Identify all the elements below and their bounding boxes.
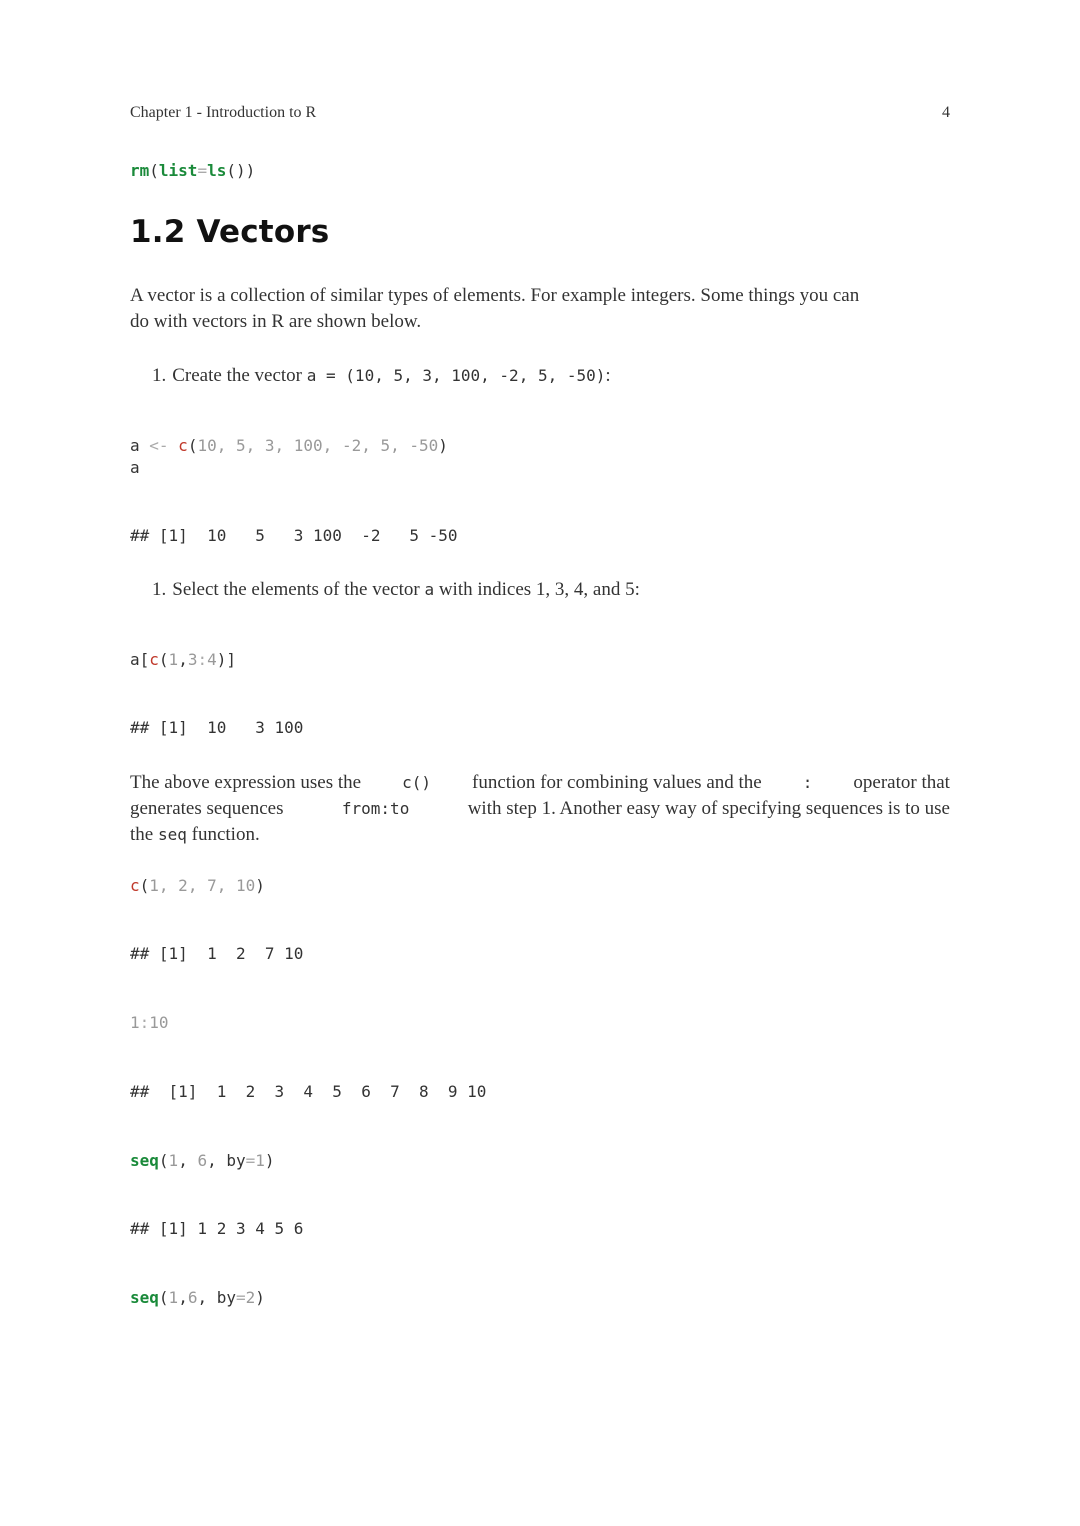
code-paren-close: ()): [226, 161, 256, 180]
output-c-values: ## [1] 1 2 7 10: [130, 944, 304, 963]
code-paren-close: ): [438, 436, 448, 455]
code-fn-ls: ls: [207, 161, 227, 180]
output-range: ## [1] 1 2 3 4 5 6 7 8 9 10: [130, 1082, 487, 1101]
text: generates sequences: [130, 798, 284, 819]
inline-code-from-to: from:to: [341, 799, 410, 818]
list-text: Create the vector: [172, 365, 303, 386]
inline-code-a: a: [424, 580, 435, 599]
inline-code-seq: seq: [157, 825, 187, 844]
code-range: [130, 1012, 169, 1034]
text: with step 1. Another easy way of specifying sequences is to use: [467, 798, 950, 819]
code-paren: (: [158, 650, 169, 669]
code-paren: (: [187, 436, 198, 455]
code-literal: 1: [168, 1151, 179, 1170]
code-line: a: [130, 458, 140, 477]
running-header: [130, 104, 950, 122]
output-vector-a: ## [1] 10 5 3 100 -2 5 -50: [130, 526, 458, 545]
list-number: 1.: [152, 579, 167, 600]
code-literal: 4: [207, 650, 217, 669]
code-literal: 1: [255, 1151, 265, 1170]
explain-line-1: [130, 770, 950, 796]
code-subset: [130, 649, 236, 671]
code-literal: 1: [130, 1013, 140, 1032]
list-suffix: :: [605, 365, 611, 386]
inline-code-c: c(): [402, 773, 432, 792]
intro-paragraph: [130, 283, 950, 335]
text: The above expression uses the: [130, 772, 362, 793]
code-paren: (: [158, 1151, 169, 1170]
code-fn-seq: seq: [130, 1151, 159, 1170]
code-seq-by-1: [130, 1150, 275, 1172]
section-heading: 1.2 Vectors: [130, 214, 330, 250]
text: function.: [191, 824, 260, 845]
text: function for combining values and the: [472, 772, 762, 793]
intro-line-2: do with vectors in R are shown below.: [130, 311, 422, 332]
inline-code-vector: a = (10, 5, 3, 100, -2, 5, -50): [306, 366, 606, 385]
code-paren: (: [158, 1288, 169, 1307]
explain-line-3: [130, 822, 950, 848]
code-fn-c: c: [178, 436, 188, 455]
code-colon: :: [139, 1013, 150, 1032]
code-comma: ,: [178, 650, 188, 669]
code-seq-by-2: [130, 1287, 265, 1309]
list-number: 1.: [152, 365, 167, 386]
code-literal: 6: [197, 1151, 208, 1170]
code-comma: ,: [197, 1288, 217, 1307]
code-param-by: by: [216, 1288, 236, 1307]
code-equals: =: [245, 1151, 256, 1170]
code-paren-close: ): [264, 1151, 275, 1170]
code-c-values: [130, 875, 265, 897]
code-comma: ,: [178, 1288, 188, 1307]
code-rm-list: [130, 160, 255, 182]
code-literal: 10: [149, 1013, 169, 1032]
output-seq-by-1: ## [1] 1 2 3 4 5 6: [130, 1219, 304, 1238]
code-equals: =: [236, 1288, 246, 1307]
page-number: 4: [942, 104, 950, 121]
running-title: Chapter 1 - Introduction to R: [130, 104, 317, 121]
list-text: with indices 1, 3, 4, and 5:: [438, 579, 640, 600]
code-var-bracket: a[: [130, 650, 150, 669]
code-paren: (: [139, 876, 150, 895]
code-colon: :: [197, 650, 208, 669]
code-var-a: a: [130, 436, 140, 455]
intro-line-1: A vector is a collection of similar types of elements. For example integers. Some things you can: [130, 285, 860, 306]
text: operator that: [853, 772, 950, 793]
code-paren: (: [149, 161, 159, 180]
code-paren-close: ): [255, 876, 265, 895]
code-fn-seq: seq: [130, 1288, 159, 1307]
code-arg-list: list: [158, 161, 198, 180]
output-subset: ## [1] 10 3 100: [130, 718, 304, 737]
explain-paragraph: [130, 770, 950, 848]
code-fn-rm: rm: [130, 161, 150, 180]
list-item-create-vector: [152, 365, 611, 387]
code-fn-c: c: [130, 876, 140, 895]
code-literal: 1: [168, 1288, 179, 1307]
code-assign-vector: [130, 435, 448, 479]
code-args: 10, 5, 3, 100, -2, 5, -50: [197, 436, 439, 455]
code-comma: ,: [178, 1151, 198, 1170]
code-fn-c: c: [149, 650, 159, 669]
code-literal: 3: [187, 650, 198, 669]
code-args: 1, 2, 7, 10: [149, 876, 256, 895]
code-paren-close: )]: [216, 650, 237, 669]
code-literal: 6: [187, 1288, 198, 1307]
code-line: [130, 435, 448, 457]
explain-line-2: [130, 796, 950, 822]
code-literal: 2: [245, 1288, 256, 1307]
list-text: Select the elements of the vector: [172, 579, 420, 600]
code-literal: 1: [168, 650, 179, 669]
code-assign-arrow: <-: [139, 436, 179, 455]
code-param-by: by: [226, 1151, 246, 1170]
code-paren-close: ): [255, 1288, 265, 1307]
code-equals: =: [197, 161, 208, 180]
inline-code-colon: :: [802, 773, 813, 792]
list-item-select-elements: [152, 579, 640, 601]
code-comma: ,: [207, 1151, 227, 1170]
text: the: [130, 824, 154, 845]
